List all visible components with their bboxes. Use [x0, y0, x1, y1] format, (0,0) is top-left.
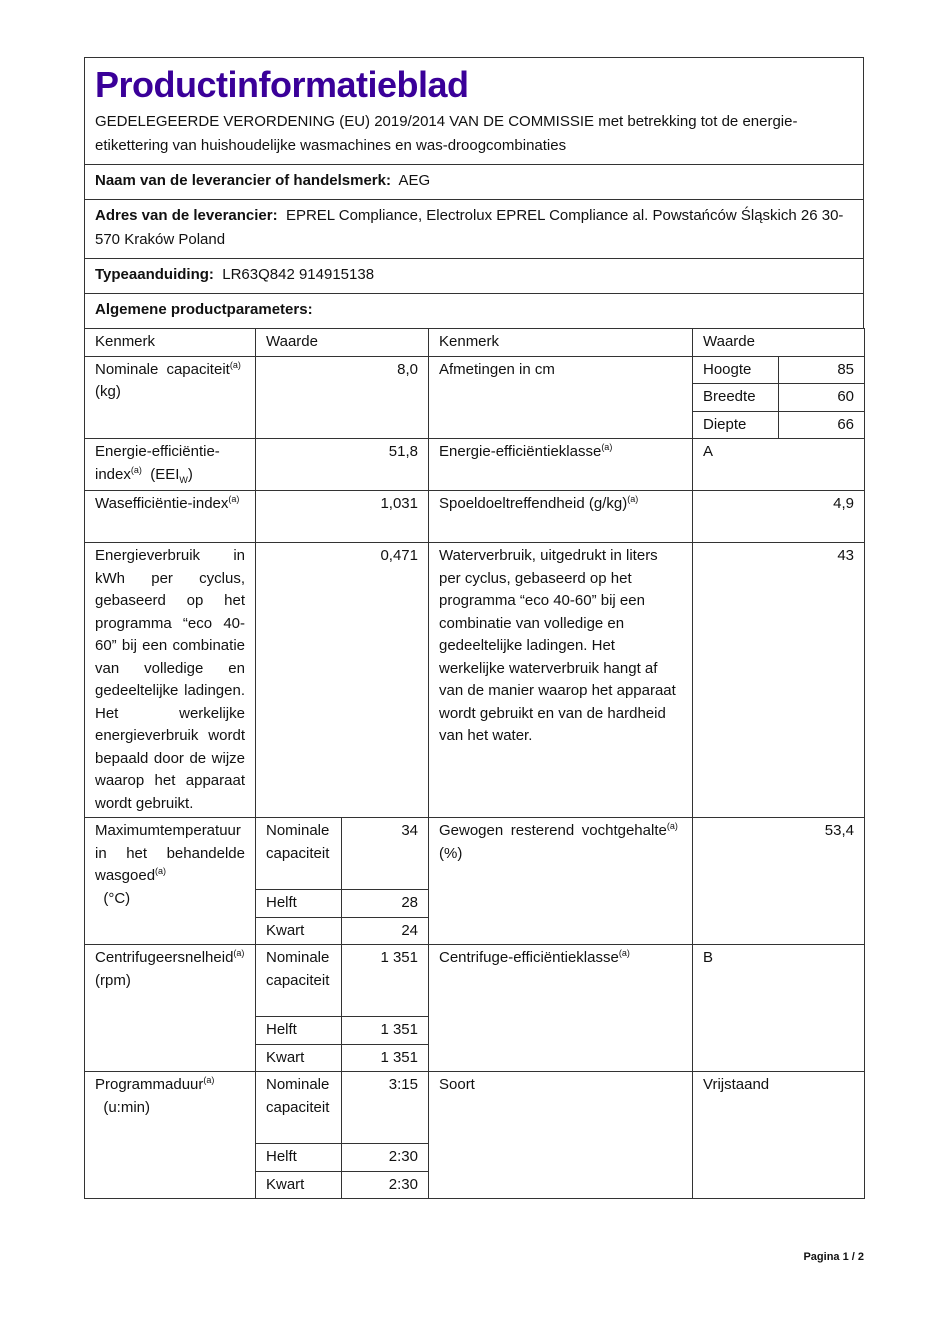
supplier-address-label: Adres van de leverancier: — [95, 207, 278, 224]
max-temp-half-label: Helft — [256, 890, 342, 918]
width-label: Breedte — [693, 384, 779, 412]
table-row — [85, 491, 865, 543]
table-row — [85, 543, 865, 818]
header-kenmerk-2: Kenmerk — [429, 329, 693, 357]
spin-nominal-value: 1 351 — [342, 945, 429, 1017]
supplier-address-value: EPREL Compliance, Electrolux EPREL Compliance al. Powstańców Śląskich 26 30-570 Kraków Poland — [95, 207, 844, 248]
energy-class-label: Energie-efficiëntieklasse$^{(a)}$ — [429, 439, 693, 491]
spin-class-value: B — [693, 945, 865, 1072]
moisture-label: Gewogen resterend vochtgehalte$^{(a)}$ (%) — [429, 818, 693, 945]
max-temp-label: Maximumtemperatuur in het behandelde wasgoed$^{(a)}$ (°C) — [85, 818, 256, 945]
energy-class-value: A — [693, 439, 865, 491]
duration-nominal-label: Nominale capaciteit — [256, 1072, 342, 1144]
type-value: Vrijstaand — [693, 1072, 865, 1199]
duration-label: Programmaduur$^{(a)}$ (u:min) — [85, 1072, 256, 1199]
spin-half-value: 1 351 — [342, 1017, 429, 1045]
energy-use-value: 0,471 — [256, 543, 429, 818]
max-temp-half-value: 28 — [342, 890, 429, 918]
width-value: 60 — [779, 384, 865, 412]
table-row — [85, 356, 865, 384]
section-heading-row — [85, 293, 863, 328]
spin-label: Centrifugeersnelheid$^{(a)}$ (rpm) — [85, 945, 256, 1072]
rinse-label: Spoeldoeltreffendheid $(g/kg)^{(a)}$ — [429, 491, 693, 543]
depth-label: Diepte — [693, 411, 779, 439]
duration-half-label: Helft — [256, 1144, 342, 1172]
height-label: Hoogte — [693, 356, 779, 384]
eei-label: Energie-efficiëntie-index$^{(a)}$ $(EEI_W)$ — [85, 439, 256, 491]
model-label: Typeaanduiding: — [95, 266, 214, 283]
header-waarde-1: Waarde — [256, 329, 429, 357]
supplier-name-value: AEG — [398, 172, 431, 189]
max-temp-quarter-value: 24 — [342, 917, 429, 945]
energy-use-label: Energieverbruik in kWh per cyclus, gebaseerd op het programma “eco 40-60” bij een combinatie van volledige en gedeeltelijke ladingen. Het werkelijke energieverbruik wordt bepaald door de wijze waarop het apparaat wordt gebruikt. — [85, 543, 256, 818]
header-kenmerk-1: Kenmerk — [85, 329, 256, 357]
product-information-sheet — [84, 57, 864, 1199]
model-value: LR63Q842 914915138 — [222, 266, 375, 283]
supplier-address-row — [85, 199, 863, 258]
spin-quarter-label: Kwart — [256, 1044, 342, 1072]
wash-index-label: Wasefficiëntie-index$^{(a)}$ — [85, 491, 256, 543]
table-row — [85, 439, 865, 491]
max-temp-nominal-label: Nominale capaciteit — [256, 818, 342, 890]
table-row — [85, 945, 865, 1017]
supplier-name-label: Naam van de leverancier of handelsmerk: — [95, 172, 391, 189]
duration-half-value: 2:30 — [342, 1144, 429, 1172]
capacity-value: 8,0 — [256, 356, 429, 439]
document-header — [84, 57, 864, 328]
max-temp-nominal-value: 34 — [342, 818, 429, 890]
depth-value: 66 — [779, 411, 865, 439]
moisture-value: 53,4 — [693, 818, 865, 945]
eei-value: 51,8 — [256, 439, 429, 491]
page-title: Productinformatieblad — [95, 64, 469, 105]
spin-nominal-label: Nominale capaciteit — [256, 945, 342, 1017]
duration-quarter-value: 2:30 — [342, 1171, 429, 1199]
dimensions-label: Afmetingen in cm — [429, 356, 693, 439]
table-header-row — [85, 329, 865, 357]
duration-nominal-value: 3:15 — [342, 1072, 429, 1144]
max-temp-quarter-label: Kwart — [256, 917, 342, 945]
water-use-label: Waterverbruik, uitgedrukt in liters per cyclus, gebaseerd op het programma “eco 40-60” bij een combinatie van volledige en gedeeltelijke ladingen. Het werkelijke waterverbruik hangt af van de manier waarop het apparaat wordt gebruikt en van de hardheid van het water. — [429, 543, 693, 818]
supplier-name-row — [85, 164, 863, 199]
parameters-table — [84, 328, 865, 1199]
capacity-label: Nominale capaciteit$^{(a)}$ (kg) — [85, 356, 256, 439]
page-number: Pagina 1 / 2 — [803, 1251, 864, 1263]
type-label: Soort — [429, 1072, 693, 1199]
duration-quarter-label: Kwart — [256, 1171, 342, 1199]
table-row — [85, 1072, 865, 1144]
table-row — [85, 818, 865, 890]
section-heading: Algemene productparameters: — [95, 301, 313, 318]
rinse-value: 4,9 — [693, 491, 865, 543]
spin-half-label: Helft — [256, 1017, 342, 1045]
header-waarde-2: Waarde — [693, 329, 865, 357]
model-row — [85, 258, 863, 293]
height-value: 85 — [779, 356, 865, 384]
spin-class-label: Centrifuge-efficiëntieklasse$^{(a)}$ — [429, 945, 693, 1072]
water-use-value: 43 — [693, 543, 865, 818]
spin-quarter-value: 1 351 — [342, 1044, 429, 1072]
regulation-subtitle: GEDELEGEERDE VERORDENING (EU) 2019/2014 VAN DE COMMISSIE met betrekking tot de energie-etikettering van huishoudelijke wasmachines en was-droogcombinaties — [95, 113, 798, 154]
wash-index-value: 1,031 — [256, 491, 429, 543]
